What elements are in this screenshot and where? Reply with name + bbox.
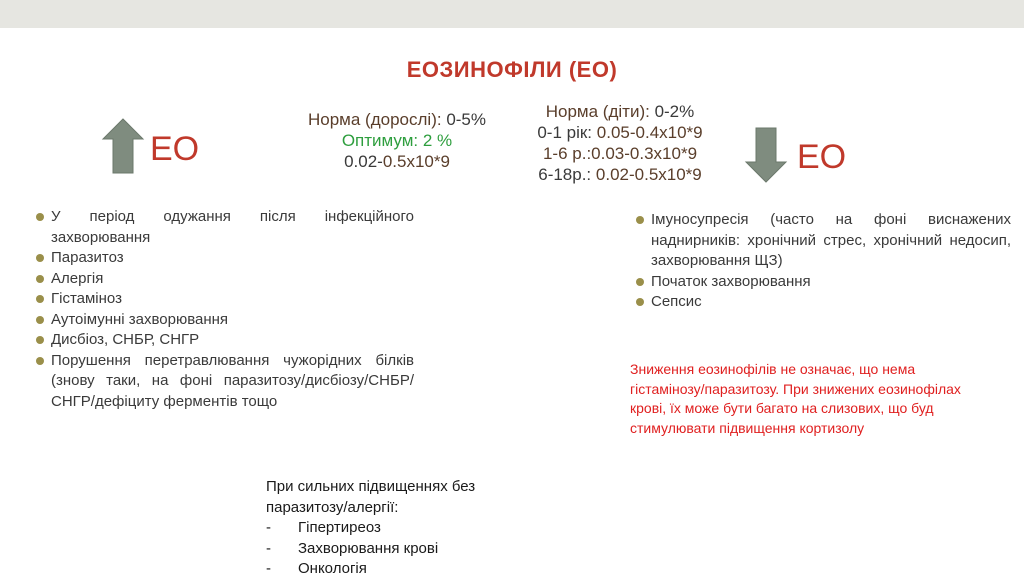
list-item: Імуносупресія (часто на фоні виснажених наднирників: хронічний стрес, хронічний недосип, захворювання ЩЗ) bbox=[631, 210, 1011, 272]
norm-child-line1: Норма (діти): 0-2% bbox=[545, 102, 695, 121]
decrease-causes-list bbox=[631, 210, 1011, 313]
slide-title: ЕОЗИНОФІЛИ (ЕО) bbox=[406, 57, 618, 82]
list-item: Паразитоз bbox=[31, 248, 414, 269]
norm-adult-line3: 0.02-0.5x10*9 bbox=[344, 152, 450, 171]
norm-child-line3: 1-6 р.:0.03-0.3x10*9 bbox=[542, 144, 698, 163]
list-item: У період одужання після інфекційного захворювання bbox=[31, 207, 414, 248]
top-bar bbox=[0, 0, 1024, 28]
note-line: гістамінозу/паразитозу. При знижених еозинофілах bbox=[630, 380, 961, 397]
norm-child-line4: 6-18р.: 0.02-0.5x10*9 bbox=[538, 165, 702, 184]
note-line: Зниження еозинофілів не означає, що нема bbox=[630, 361, 916, 377]
strong-increase-heading: При сильних підвищеннях без паразитозу/алергії: bbox=[266, 478, 476, 516]
norm-child-line2: 0-1 рік: 0.05-0.4x10*9 bbox=[537, 123, 703, 142]
list-item: - Захворювання крові bbox=[266, 539, 439, 557]
increase-causes-list bbox=[31, 207, 414, 412]
norm-adult-line1: Норма (дорослі): 0-5% bbox=[308, 110, 486, 129]
norm-adult-optimum: Оптимум: 2 % bbox=[341, 131, 453, 150]
note-line: крові, їх може бути багато на слизових, що буд bbox=[630, 400, 934, 416]
list-item: Початок захворювання bbox=[631, 272, 1011, 293]
note-line: стимулювати підвищення кортизолу bbox=[630, 419, 865, 436]
list-item: Гістаміноз bbox=[31, 289, 414, 310]
eo-increase-label: ЕО bbox=[150, 130, 200, 168]
arrow-up-icon bbox=[101, 117, 145, 175]
list-item: Сепсис bbox=[631, 292, 1011, 313]
list-item: - Гіпертиреоз bbox=[266, 519, 381, 536]
list-item: Алергія bbox=[31, 269, 414, 290]
list-item: Дисбіоз, СНБР, СНГР bbox=[31, 330, 414, 351]
norm-child-block bbox=[510, 101, 730, 185]
strong-increase-block bbox=[266, 477, 526, 580]
eo-decrease-label: ЕО bbox=[797, 138, 847, 176]
decrease-note bbox=[630, 360, 1024, 438]
norm-adult-block bbox=[287, 109, 507, 172]
list-item: Аутоімунні захворювання bbox=[31, 310, 414, 331]
arrow-down-icon bbox=[744, 126, 788, 184]
list-item: - Онкологія bbox=[266, 560, 367, 577]
list-item: Порушення перетравлювання чужорідних білків (знову таки, на фоні паразитозу/дисбіозу/СНБР/СНГР/дефіциту ферментів тощо bbox=[31, 351, 414, 413]
